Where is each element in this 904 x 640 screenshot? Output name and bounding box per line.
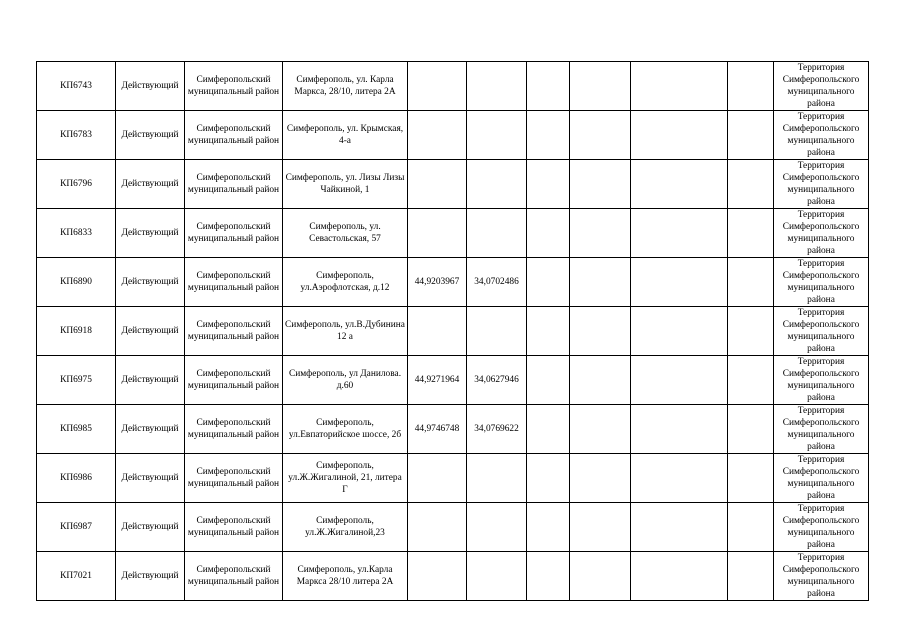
- cell-empty: [527, 454, 570, 503]
- cell-empty: [631, 503, 728, 552]
- cell-empty: [728, 356, 774, 405]
- cell-empty: [527, 307, 570, 356]
- cell-code: КП6833: [37, 209, 116, 258]
- cell-empty: [527, 111, 570, 160]
- cell-address: Симферополь, ул. Лизы Лизы Чайкиной, 1: [283, 160, 408, 209]
- cell-longitude: 34,0702486: [467, 258, 527, 307]
- cell-empty: [631, 258, 728, 307]
- cell-district: Симферопольский муниципальный район: [185, 111, 283, 160]
- cell-status: Действующий: [116, 160, 185, 209]
- cell-empty: [570, 209, 631, 258]
- cell-empty: [570, 160, 631, 209]
- cell-address: Симферополь, ул.В.Дубинина 12 а: [283, 307, 408, 356]
- cell-address: Симферополь, ул.Карла Маркса 28/10 литера 2А: [283, 552, 408, 601]
- cell-empty: [570, 503, 631, 552]
- cell-empty: [527, 356, 570, 405]
- cell-longitude: 34,0627946: [467, 356, 527, 405]
- cell-empty: [728, 552, 774, 601]
- cell-code: КП6890: [37, 258, 116, 307]
- cell-address: Симферополь, ул.Евпаторийское шоссе, 2б: [283, 405, 408, 454]
- cell-territory: Территория Симферопольского муниципального района: [774, 356, 869, 405]
- cell-address: Симферополь, ул Данилова. д.60: [283, 356, 408, 405]
- registry-table: [36, 61, 869, 601]
- cell-code: КП6975: [37, 356, 116, 405]
- cell-longitude: [467, 503, 527, 552]
- cell-longitude: [467, 454, 527, 503]
- table-row: [37, 503, 869, 552]
- cell-status: Действующий: [116, 111, 185, 160]
- cell-latitude: [408, 552, 467, 601]
- cell-territory: Территория Симферопольского муниципального района: [774, 111, 869, 160]
- cell-territory: Территория Симферопольского муниципального района: [774, 405, 869, 454]
- cell-status: Действующий: [116, 405, 185, 454]
- cell-address: Симферополь, ул. Карла Маркса, 28/10, литера 2А: [283, 62, 408, 111]
- cell-status: Действующий: [116, 356, 185, 405]
- cell-status: Действующий: [116, 552, 185, 601]
- cell-code: КП6986: [37, 454, 116, 503]
- cell-status: Действующий: [116, 503, 185, 552]
- cell-empty: [527, 552, 570, 601]
- cell-code: КП6918: [37, 307, 116, 356]
- table-row: [37, 258, 869, 307]
- cell-code: КП6796: [37, 160, 116, 209]
- cell-longitude: 34,0769622: [467, 405, 527, 454]
- cell-latitude: [408, 160, 467, 209]
- cell-district: Симферопольский муниципальный район: [185, 62, 283, 111]
- cell-empty: [527, 160, 570, 209]
- table-row: [37, 405, 869, 454]
- cell-address: Симферополь, ул.Аэрофлотская, д.12: [283, 258, 408, 307]
- cell-empty: [728, 405, 774, 454]
- cell-latitude: [408, 209, 467, 258]
- table-row: [37, 160, 869, 209]
- cell-address: Симферополь, ул. Крымская, 4-а: [283, 111, 408, 160]
- cell-empty: [631, 405, 728, 454]
- cell-empty: [631, 111, 728, 160]
- cell-code: КП6783: [37, 111, 116, 160]
- cell-longitude: [467, 307, 527, 356]
- table-row: [37, 356, 869, 405]
- cell-district: Симферопольский муниципальный район: [185, 356, 283, 405]
- cell-empty: [570, 307, 631, 356]
- table-row: [37, 111, 869, 160]
- cell-empty: [570, 62, 631, 111]
- cell-latitude: 44,9203967: [408, 258, 467, 307]
- cell-address: Симферополь, ул.Ж.Жигалиной,23: [283, 503, 408, 552]
- cell-territory: Территория Симферопольского муниципального района: [774, 62, 869, 111]
- cell-empty: [728, 454, 774, 503]
- cell-address: Симферополь, ул. Севастольская, 57: [283, 209, 408, 258]
- cell-empty: [631, 62, 728, 111]
- cell-district: Симферопольский муниципальный район: [185, 307, 283, 356]
- cell-latitude: 44,9746748: [408, 405, 467, 454]
- cell-empty: [728, 160, 774, 209]
- cell-district: Симферопольский муниципальный район: [185, 405, 283, 454]
- table-body: [37, 62, 869, 601]
- table-row: [37, 307, 869, 356]
- cell-district: Симферопольский муниципальный район: [185, 454, 283, 503]
- cell-empty: [631, 307, 728, 356]
- cell-empty: [631, 552, 728, 601]
- cell-empty: [527, 258, 570, 307]
- cell-territory: Территория Симферопольского муниципального района: [774, 258, 869, 307]
- table-row: [37, 62, 869, 111]
- cell-empty: [570, 405, 631, 454]
- cell-empty: [631, 209, 728, 258]
- cell-district: Симферопольский муниципальный район: [185, 503, 283, 552]
- cell-latitude: [408, 307, 467, 356]
- cell-empty: [527, 503, 570, 552]
- cell-empty: [728, 503, 774, 552]
- cell-empty: [631, 160, 728, 209]
- cell-empty: [570, 258, 631, 307]
- cell-latitude: [408, 62, 467, 111]
- cell-empty: [631, 454, 728, 503]
- cell-empty: [527, 209, 570, 258]
- table-row: [37, 209, 869, 258]
- cell-latitude: [408, 503, 467, 552]
- cell-longitude: [467, 111, 527, 160]
- cell-longitude: [467, 552, 527, 601]
- cell-address: Симферополь, ул.Ж.Жигалиной, 21, литера Г: [283, 454, 408, 503]
- cell-district: Симферопольский муниципальный район: [185, 258, 283, 307]
- cell-territory: Территория Симферопольского муниципального района: [774, 307, 869, 356]
- cell-code: КП6743: [37, 62, 116, 111]
- cell-empty: [631, 356, 728, 405]
- cell-territory: Территория Симферопольского муниципального района: [774, 160, 869, 209]
- cell-district: Симферопольский муниципальный район: [185, 160, 283, 209]
- cell-territory: Территория Симферопольского муниципального района: [774, 552, 869, 601]
- cell-empty: [570, 356, 631, 405]
- cell-code: КП7021: [37, 552, 116, 601]
- cell-code: КП6985: [37, 405, 116, 454]
- cell-territory: Территория Симферопольского муниципального района: [774, 503, 869, 552]
- cell-status: Действующий: [116, 258, 185, 307]
- cell-status: Действующий: [116, 454, 185, 503]
- cell-longitude: [467, 62, 527, 111]
- cell-empty: [728, 62, 774, 111]
- cell-longitude: [467, 160, 527, 209]
- cell-empty: [728, 307, 774, 356]
- cell-latitude: 44,9271964: [408, 356, 467, 405]
- cell-longitude: [467, 209, 527, 258]
- table-row: [37, 454, 869, 503]
- cell-status: Действующий: [116, 62, 185, 111]
- cell-code: КП6987: [37, 503, 116, 552]
- cell-latitude: [408, 454, 467, 503]
- cell-district: Симферопольский муниципальный район: [185, 209, 283, 258]
- cell-empty: [527, 62, 570, 111]
- cell-empty: [728, 209, 774, 258]
- cell-territory: Территория Симферопольского муниципального района: [774, 209, 869, 258]
- cell-empty: [728, 111, 774, 160]
- cell-empty: [570, 552, 631, 601]
- cell-empty: [570, 454, 631, 503]
- cell-status: Действующий: [116, 307, 185, 356]
- cell-empty: [728, 258, 774, 307]
- cell-latitude: [408, 111, 467, 160]
- cell-territory: Территория Симферопольского муниципального района: [774, 454, 869, 503]
- cell-empty: [527, 405, 570, 454]
- cell-empty: [570, 111, 631, 160]
- cell-district: Симферопольский муниципальный район: [185, 552, 283, 601]
- table-row: [37, 552, 869, 601]
- cell-status: Действующий: [116, 209, 185, 258]
